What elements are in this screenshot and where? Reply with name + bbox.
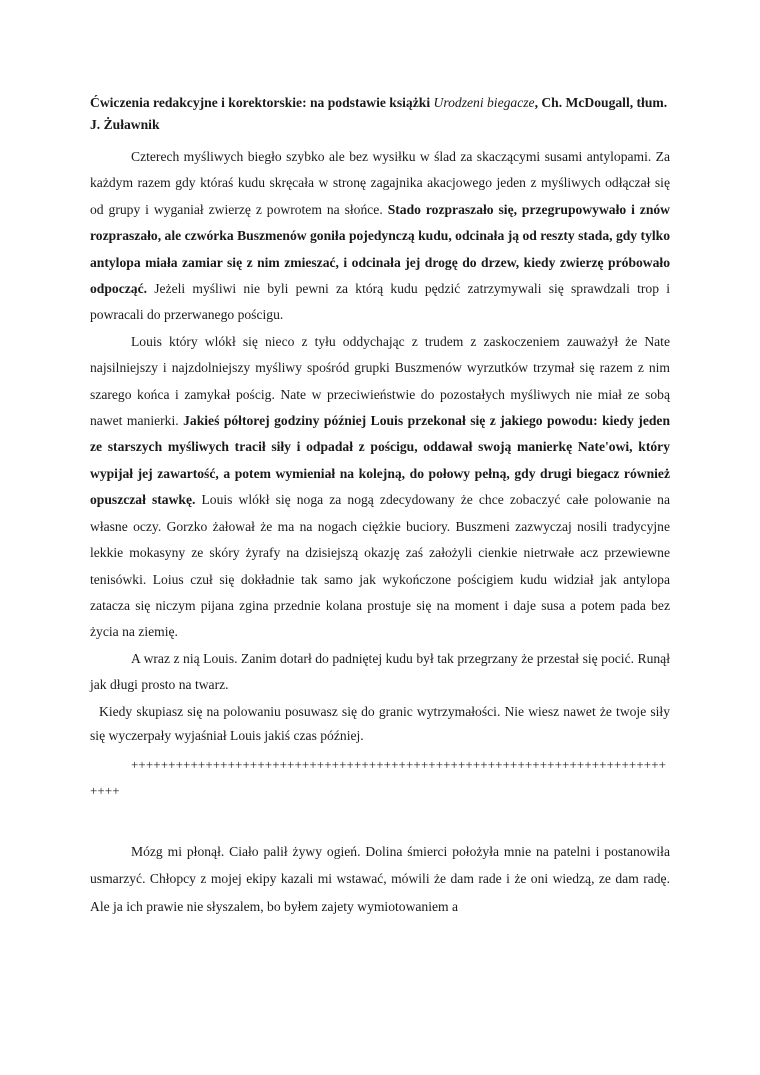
paragraph-4: Kiedy skupiasz się na polowaniu posuwasz się do granic wytrzymałości. Nie wiesz nawet że twoje siły się wyczerpały wyjaśniał Louis jakiś czas później. <box>90 703 670 743</box>
document-title <box>90 92 670 136</box>
paragraph-5: Mózg mi płonął. Ciało palił żywy ogień. Dolina śmierci położyła mnie na patelni i postanowiła usmarzyć. Chłopcy z mojej ekipy kazali mi wstawać, mówili że dam rade i że oni wiedzą, ze dam radę. Ale ja ich prawie nie słyszalem, bo byłem zajety wymiotowaniem a <box>90 843 670 914</box>
paragraph-2-text-c: Louis wlókł się noga za nogą zdecydowany że chce zobaczyć całe polowanie na własne oczy. Gorzko żałował że ma na nogach ciężkie buciory. Buszmeni zazwyczaj nosili tradycyjne lekkie mokasyny ze skóry żyrafy na dzisiejszą okazję zaś założyli cienkie nietrwałe acz przewiewne tenisówki. Loius czuł się dokładnie tak samo jak wykończone pościgiem kudu widział jak antylopa zatacza się niczym pijana zgina przednie kolana prostuje się na moment i daje susa a potem pada bez życia na ziemię. <box>90 492 670 640</box>
title-text-end: , Ch. McDougall, tłum. J. Żuławnik <box>90 95 668 132</box>
paragraph-1-text-c: Jeżeli myśliwi nie byli pewni za którą kudu pędzić zatrzymywali się sprawdzali trop i powracali do przerwanego pościgu. <box>90 281 670 323</box>
document-body <box>90 92 670 920</box>
section-gap <box>90 804 670 838</box>
title-text-start: Ćwiczenia redakcyjne i korektorskie: na podstawie książki <box>90 95 434 110</box>
paragraph-3: A wraz z nią Louis. Zanim dotarł do padniętej kudu był tak przegrzany że przestał się pocić. Runął jak długi prosto na twarz. <box>90 650 670 693</box>
paragraph-1-bold-text: Stado rozpraszało się, przegrupowywało i znów rozpraszało, ale czwórka Buszmenów goniła pojedynczą kudu, odcinała ją od reszty stada, gdy tylko antylopa miała zamiar się z nim zmieszać, i odcinała jej drogę do drzew, kiedy zwierzę próbowało odpocząć. <box>90 201 670 297</box>
paragraph-2-bold-text: Jakieś półtorej godziny później Louis przekonał się z jakiego powodu: kiedy jeden ze starszych myśliwych tracił siły i odpadał z pościgu, oddawał swoją manierkę Nate'owi, który wypijał jej zawartość, a potem wymieniał na kolejną, do połowy pełną, gdy drugi biegacz również opuszczał stawkę. <box>90 413 671 508</box>
paragraph-2 <box>90 329 670 646</box>
book-title: Urodzeni biegacze <box>433 95 535 110</box>
separator-line: ++++++++++++++++++++++++++++++++++++++++++++++++++++++++++++++++++++++++++++ <box>90 756 667 798</box>
paragraph-2-text-a: Louis który wlókł się nieco z tyłu oddychając z trudem z zaskoczeniem zauważył że Nate najsilniejszy i najzdolniejszy myśliwy spośród grupki Buszmenów wyrzutków trzymał się razem z nim szarego końca i zamykał pościg. Nate w przeciwieństwie do pozostałych myśliwych nie miał ze sobą nawet manierki. <box>90 333 670 429</box>
paragraph-1 <box>90 144 670 329</box>
paragraph-1-text-a: Czterech myśliwych biegło szybko ale bez wysiłku w ślad za skaczącymi susami antylopami. Za każdym razem gdy któraś kudu skręcała w stronę zagajnika akacjowego jeden z myśliwych odłączał się od grupy i wyganiał zwierzę z powrotem na słońce. <box>90 149 670 217</box>
